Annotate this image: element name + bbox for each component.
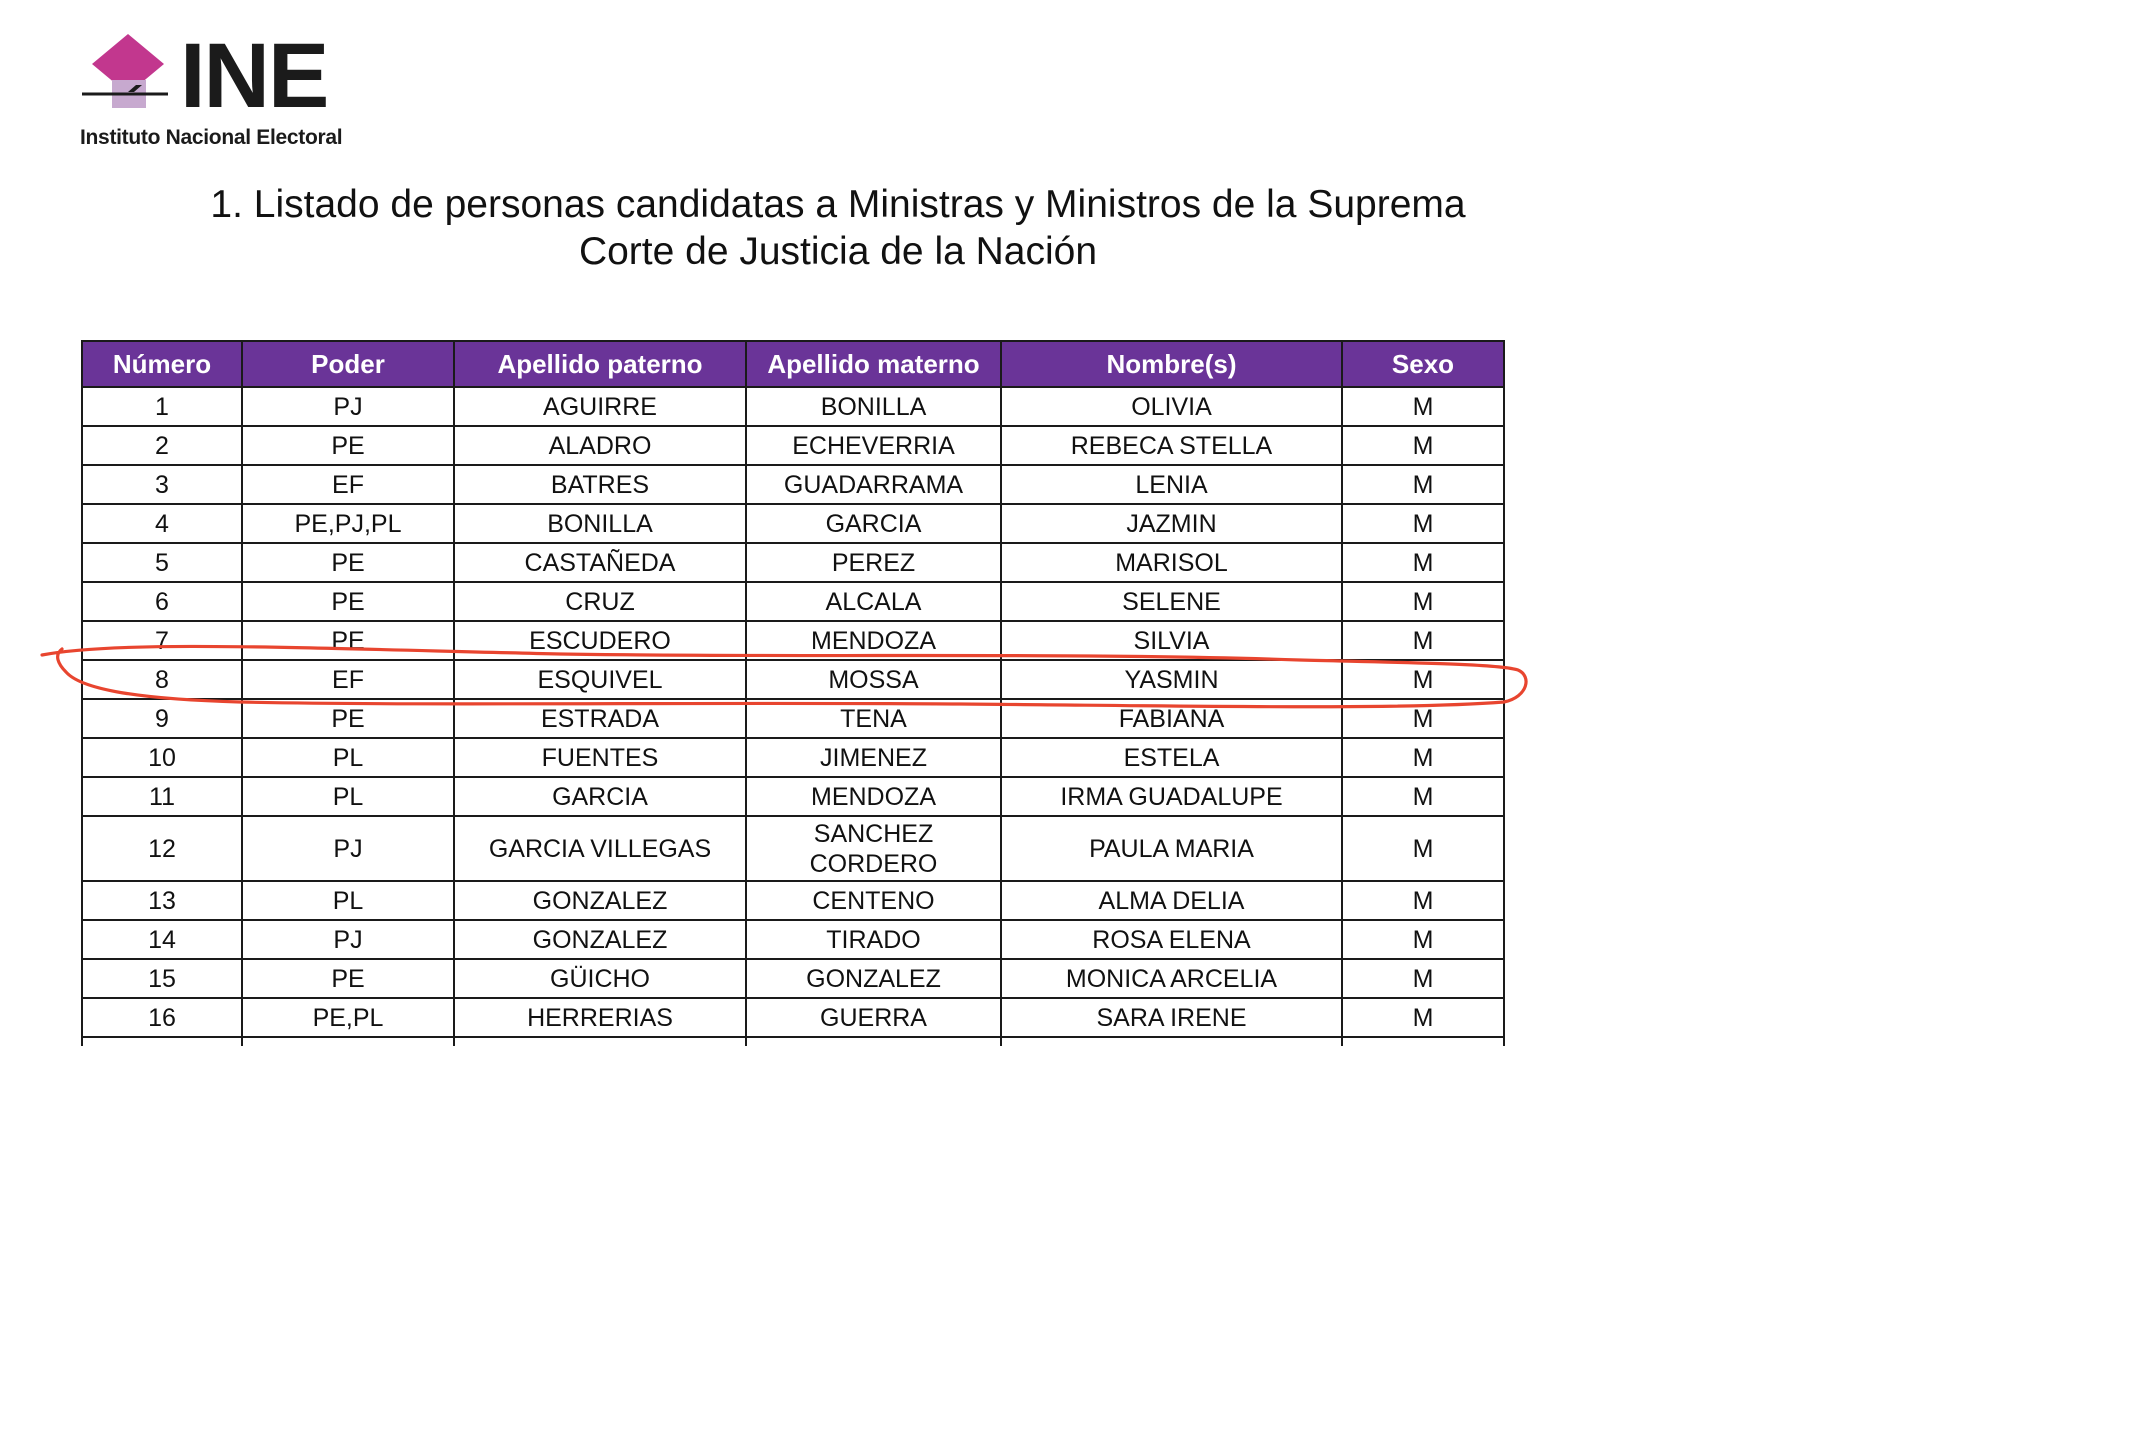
cell-sexo: M	[1342, 582, 1504, 621]
cell-partial	[746, 1037, 1001, 1046]
cell-poder: PE	[242, 582, 454, 621]
cell-numero: 5	[82, 543, 242, 582]
column-header-sexo: Sexo	[1342, 341, 1504, 387]
cell-apellido-paterno: CASTAÑEDA	[454, 543, 746, 582]
table-row	[82, 660, 1504, 699]
cell-nombres: SILVIA	[1001, 621, 1342, 660]
table-row-partial	[82, 1037, 1504, 1046]
cell-nombres: SARA IRENE	[1001, 998, 1342, 1037]
cell-numero: 3	[82, 465, 242, 504]
cell-apellido-paterno: BATRES	[454, 465, 746, 504]
cell-partial	[82, 1037, 242, 1046]
cell-apellido-paterno: ALADRO	[454, 426, 746, 465]
cell-nombres: PAULA MARIA	[1001, 816, 1342, 881]
candidates-table	[81, 340, 1505, 1046]
cell-apellido-paterno: GÜICHO	[454, 959, 746, 998]
table-row	[82, 959, 1504, 998]
table-row	[82, 621, 1504, 660]
cell-partial	[454, 1037, 746, 1046]
cell-numero: 1	[82, 387, 242, 426]
cell-apellido-paterno: GONZALEZ	[454, 920, 746, 959]
table-row	[82, 777, 1504, 816]
cell-nombres: FABIANA	[1001, 699, 1342, 738]
cell-nombres: OLIVIA	[1001, 387, 1342, 426]
cell-numero: 12	[82, 816, 242, 881]
cell-sexo: M	[1342, 387, 1504, 426]
cell-partial	[242, 1037, 454, 1046]
cell-apellido-materno: GARCIA	[746, 504, 1001, 543]
column-header-apellido-paterno: Apellido paterno	[454, 341, 746, 387]
table-row	[82, 881, 1504, 920]
cell-sexo: M	[1342, 959, 1504, 998]
table-row	[82, 738, 1504, 777]
cell-nombres: MARISOL	[1001, 543, 1342, 582]
table-header-row	[82, 341, 1504, 387]
cell-poder: PE,PL	[242, 998, 454, 1037]
cell-poder: PJ	[242, 920, 454, 959]
cell-apellido-materno: GUADARRAMA	[746, 465, 1001, 504]
cell-apellido-paterno: GARCIA	[454, 777, 746, 816]
column-header-apellido-materno: Apellido materno	[746, 341, 1001, 387]
cell-numero: 6	[82, 582, 242, 621]
page-title-line-2: Corte de Justicia de la Nación	[578, 230, 1098, 273]
cell-partial	[1001, 1037, 1342, 1046]
table-row	[82, 504, 1504, 543]
cell-nombres: JAZMIN	[1001, 504, 1342, 543]
cell-numero: 2	[82, 426, 242, 465]
cell-apellido-paterno: BONILLA	[454, 504, 746, 543]
cell-apellido-materno: PEREZ	[746, 543, 1001, 582]
cell-poder: PE	[242, 699, 454, 738]
cell-sexo: M	[1342, 816, 1504, 881]
cell-numero: 13	[82, 881, 242, 920]
table-body	[82, 387, 1504, 1046]
cell-sexo: M	[1342, 920, 1504, 959]
cell-apellido-paterno: AGUIRRE	[454, 387, 746, 426]
cell-numero: 4	[82, 504, 242, 543]
cell-apellido-materno: ALCALA	[746, 582, 1001, 621]
cell-apellido-paterno: HERRERIAS	[454, 998, 746, 1037]
cell-sexo: M	[1342, 699, 1504, 738]
cell-numero: 14	[82, 920, 242, 959]
cell-numero: 10	[82, 738, 242, 777]
cell-poder: PL	[242, 777, 454, 816]
cell-sexo: M	[1342, 621, 1504, 660]
cell-nombres: IRMA GUADALUPE	[1001, 777, 1342, 816]
cell-apellido-materno: GONZALEZ	[746, 959, 1001, 998]
cell-partial	[1342, 1037, 1504, 1046]
cell-sexo: M	[1342, 660, 1504, 699]
cell-apellido-materno: BONILLA	[746, 387, 1001, 426]
cell-numero: 11	[82, 777, 242, 816]
cell-nombres: SELENE	[1001, 582, 1342, 621]
cell-numero: 7	[82, 621, 242, 660]
cell-poder: PL	[242, 738, 454, 777]
ballot-box-icon	[80, 34, 170, 112]
cell-poder: PE	[242, 959, 454, 998]
cell-sexo: M	[1342, 777, 1504, 816]
cell-apellido-materno: MENDOZA	[746, 777, 1001, 816]
cell-apellido-materno: TIRADO	[746, 920, 1001, 959]
cell-apellido-materno: MENDOZA	[746, 621, 1001, 660]
table-row	[82, 582, 1504, 621]
cell-apellido-paterno: FUENTES	[454, 738, 746, 777]
cell-poder: EF	[242, 465, 454, 504]
table-row	[82, 816, 1504, 881]
cell-poder: PE	[242, 621, 454, 660]
table-row	[82, 920, 1504, 959]
cell-numero: 8	[82, 660, 242, 699]
cell-nombres: MONICA ARCELIA	[1001, 959, 1342, 998]
page-title-line-1: 1. Listado de personas candidatas a Ministras y Ministros de la Suprema	[210, 183, 1466, 226]
table-row	[82, 426, 1504, 465]
cell-apellido-materno: SANCHEZ CORDERO	[746, 816, 1001, 881]
cell-sexo: M	[1342, 504, 1504, 543]
cell-apellido-materno: MOSSA	[746, 660, 1001, 699]
table-row	[82, 465, 1504, 504]
page-title	[120, 181, 1556, 275]
ine-logo	[80, 25, 380, 154]
logo-wordmark: INE	[180, 25, 328, 127]
cell-apellido-paterno: GONZALEZ	[454, 881, 746, 920]
table-row	[82, 543, 1504, 582]
logo-subtitle: Instituto Nacional Electoral	[80, 126, 343, 149]
cell-nombres: LENIA	[1001, 465, 1342, 504]
cell-poder: PJ	[242, 816, 454, 881]
cell-poder: PL	[242, 881, 454, 920]
cell-nombres: ALMA DELIA	[1001, 881, 1342, 920]
cell-sexo: M	[1342, 426, 1504, 465]
cell-numero: 9	[82, 699, 242, 738]
cell-sexo: M	[1342, 543, 1504, 582]
cell-apellido-materno: CENTENO	[746, 881, 1001, 920]
cell-apellido-paterno: ESQUIVEL	[454, 660, 746, 699]
column-header-poder: Poder	[242, 341, 454, 387]
cell-nombres: ESTELA	[1001, 738, 1342, 777]
column-header-numero: Número	[82, 341, 242, 387]
cell-apellido-materno: TENA	[746, 699, 1001, 738]
cell-poder: PE,PJ,PL	[242, 504, 454, 543]
cell-nombres: YASMIN	[1001, 660, 1342, 699]
cell-nombres: ROSA ELENA	[1001, 920, 1342, 959]
cell-apellido-paterno: GARCIA VILLEGAS	[454, 816, 746, 881]
table-row	[82, 998, 1504, 1037]
cell-poder: PE	[242, 543, 454, 582]
cell-sexo: M	[1342, 465, 1504, 504]
cell-poder: EF	[242, 660, 454, 699]
cell-apellido-paterno: ESCUDERO	[454, 621, 746, 660]
cell-poder: PJ	[242, 387, 454, 426]
cell-apellido-materno: ECHEVERRIA	[746, 426, 1001, 465]
column-header-nombres: Nombre(s)	[1001, 341, 1342, 387]
table-row	[82, 387, 1504, 426]
cell-numero: 16	[82, 998, 242, 1037]
cell-sexo: M	[1342, 998, 1504, 1037]
cell-apellido-materno: JIMENEZ	[746, 738, 1001, 777]
cell-apellido-paterno: CRUZ	[454, 582, 746, 621]
cell-sexo: M	[1342, 881, 1504, 920]
cell-nombres: REBECA STELLA	[1001, 426, 1342, 465]
cell-apellido-materno: GUERRA	[746, 998, 1001, 1037]
table-row	[82, 699, 1504, 738]
cell-sexo: M	[1342, 738, 1504, 777]
cell-numero: 15	[82, 959, 242, 998]
cell-apellido-paterno: ESTRADA	[454, 699, 746, 738]
cell-poder: PE	[242, 426, 454, 465]
